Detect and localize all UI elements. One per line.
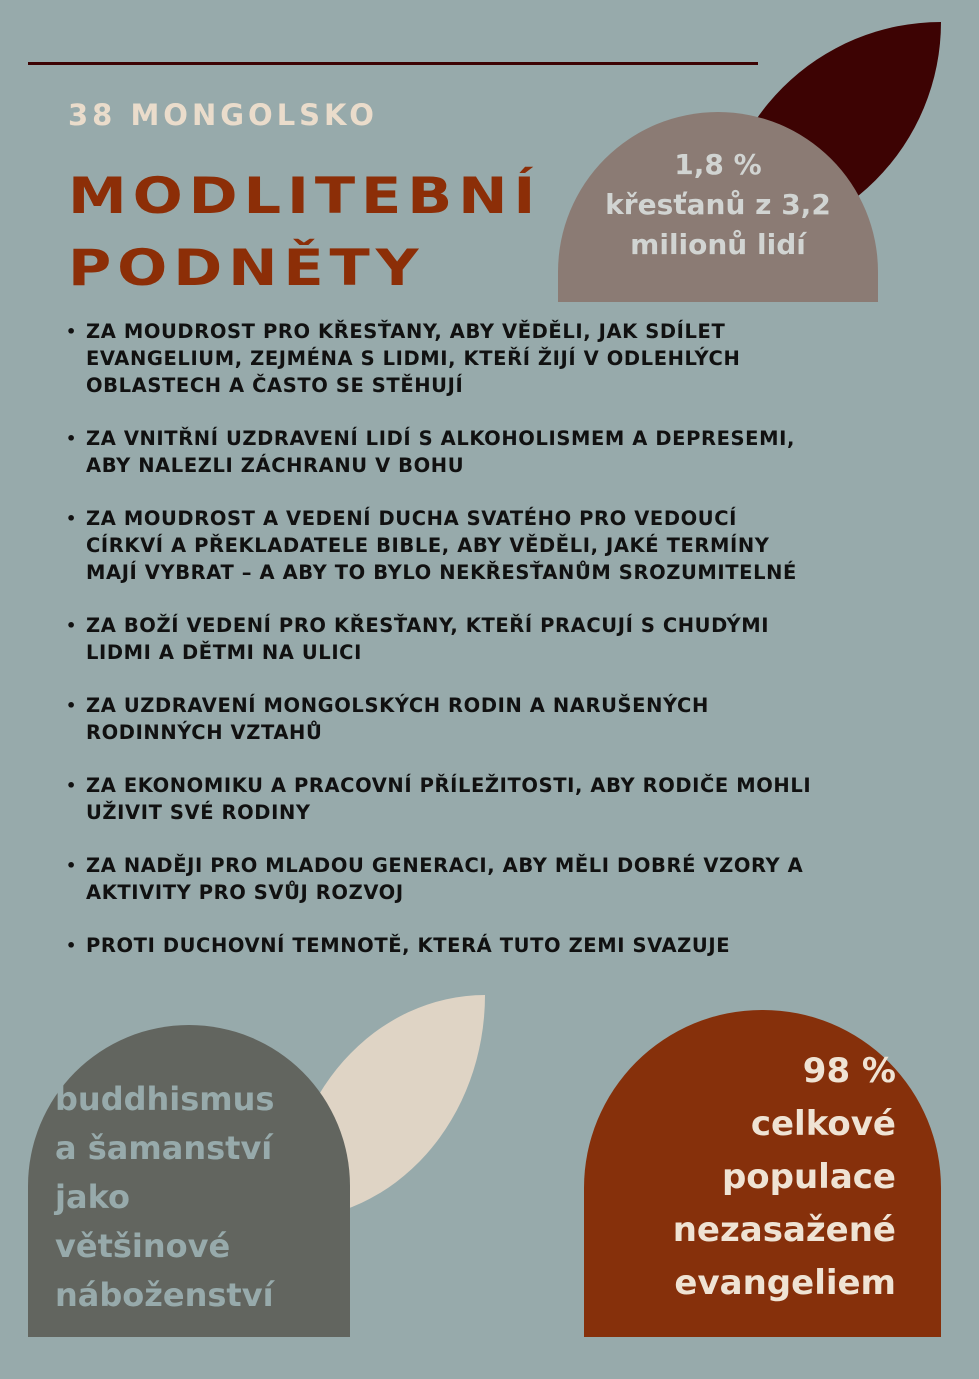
unreached-stat-line: populace bbox=[721, 1157, 896, 1197]
prayer-item bbox=[66, 852, 946, 906]
religion-stat-line: buddhismus bbox=[55, 1080, 275, 1118]
bullet-icon: • bbox=[66, 776, 77, 795]
unreached-stat-line: 98 % bbox=[802, 1051, 896, 1091]
bullet-icon: • bbox=[66, 509, 77, 528]
prayer-item bbox=[66, 612, 946, 666]
prayer-text-line: ZA MOUDROST PRO KŘESŤANY, ABY VĚDĚLI, JAK SDÍLET bbox=[86, 320, 726, 343]
bullet-icon: • bbox=[66, 936, 77, 955]
unreached-stat-line: nezasažené bbox=[672, 1210, 896, 1250]
religion-stat bbox=[55, 1075, 335, 1320]
christians-stat bbox=[578, 145, 858, 265]
country-subtitle: 38 MONGOLSKO bbox=[68, 98, 378, 132]
christians-stat-text: milionů lidí bbox=[630, 228, 806, 261]
bullet-icon: • bbox=[66, 616, 77, 635]
unreached-stat bbox=[600, 1045, 896, 1310]
prayer-text-line: UŽIVIT SVÉ RODINY bbox=[86, 801, 311, 824]
religion-stat-line: jako bbox=[55, 1178, 130, 1216]
prayer-text-line: ZA UZDRAVENÍ MONGOLSKÝCH RODIN A NARUŠENÝCH bbox=[86, 694, 709, 717]
prayer-text-line: ZA NADĚJI PRO MLADOU GENERACI, ABY MĚLI DOBRÉ VZORY A bbox=[86, 854, 804, 877]
page-title-line: PODNĚTY bbox=[68, 239, 425, 297]
prayer-item bbox=[66, 932, 946, 959]
prayer-text-line: AKTIVITY PRO SVŮJ ROZVOJ bbox=[86, 881, 404, 904]
page-title-line: MODLITEBNÍ bbox=[68, 167, 542, 225]
prayer-item bbox=[66, 692, 946, 746]
prayer-item bbox=[66, 772, 946, 826]
prayer-text-line: PROTI DUCHOVNÍ TEMNOTĚ, KTERÁ TUTO ZEMI SVAZUJE bbox=[86, 934, 731, 957]
bullet-icon: • bbox=[66, 429, 77, 448]
unreached-stat-line: evangeliem bbox=[674, 1263, 896, 1303]
bullet-icon: • bbox=[66, 322, 77, 341]
prayer-text-line: CÍRKVÍ A PŘEKLADATELE BIBLE, ABY VĚDĚLI, JAKÉ TERMÍNY bbox=[86, 534, 770, 557]
prayer-item bbox=[66, 318, 946, 399]
prayer-item bbox=[66, 425, 946, 479]
bullet-icon: • bbox=[66, 856, 77, 875]
religion-stat-line: většinové bbox=[55, 1227, 231, 1265]
prayer-item bbox=[66, 505, 946, 586]
prayer-list bbox=[66, 318, 946, 985]
prayer-text-line: LIDMI A DĚTMI NA ULICI bbox=[86, 641, 362, 664]
christians-stat-percent: 1,8 % bbox=[674, 148, 762, 181]
prayer-text-line: MAJÍ VYBRAT – A ABY TO BYLO NEKŘESŤANŮM SROZUMITELNÉ bbox=[86, 561, 797, 584]
prayer-text-line: EVANGELIUM, ZEJMÉNA S LIDMI, KTEŘÍ ŽIJÍ V ODLEHLÝCH bbox=[86, 347, 741, 370]
page-title bbox=[68, 160, 541, 304]
religion-stat-line: náboženství bbox=[55, 1276, 274, 1314]
prayer-text-line: ZA BOŽÍ VEDENÍ PRO KŘESŤANY, KTEŘÍ PRACUJÍ S CHUDÝMI bbox=[86, 614, 770, 637]
christians-stat-text: křesťanů z 3,2 bbox=[605, 188, 831, 221]
religion-stat-line: a šamanství bbox=[55, 1129, 273, 1167]
prayer-text-line: RODINNÝCH VZTAHŮ bbox=[86, 721, 323, 744]
prayer-text-line: OBLASTECH A ČASTO SE STĚHUJÍ bbox=[86, 374, 464, 397]
prayer-text-line: ZA MOUDROST A VEDENÍ DUCHA SVATÉHO PRO VEDOUCÍ bbox=[86, 507, 737, 530]
prayer-text-line: ZA VNITŘNÍ UZDRAVENÍ LIDÍ S ALKOHOLISMEM A DEPRESEMI, bbox=[86, 427, 795, 450]
unreached-stat-line: celkové bbox=[750, 1104, 896, 1144]
prayer-text-line: ZA EKONOMIKU A PRACOVNÍ PŘÍLEŽITOSTI, ABY RODIČE MOHLI bbox=[86, 774, 812, 797]
bullet-icon: • bbox=[66, 696, 77, 715]
top-divider bbox=[28, 62, 758, 65]
prayer-text-line: ABY NALEZLI ZÁCHRANU V BOHU bbox=[86, 454, 465, 477]
